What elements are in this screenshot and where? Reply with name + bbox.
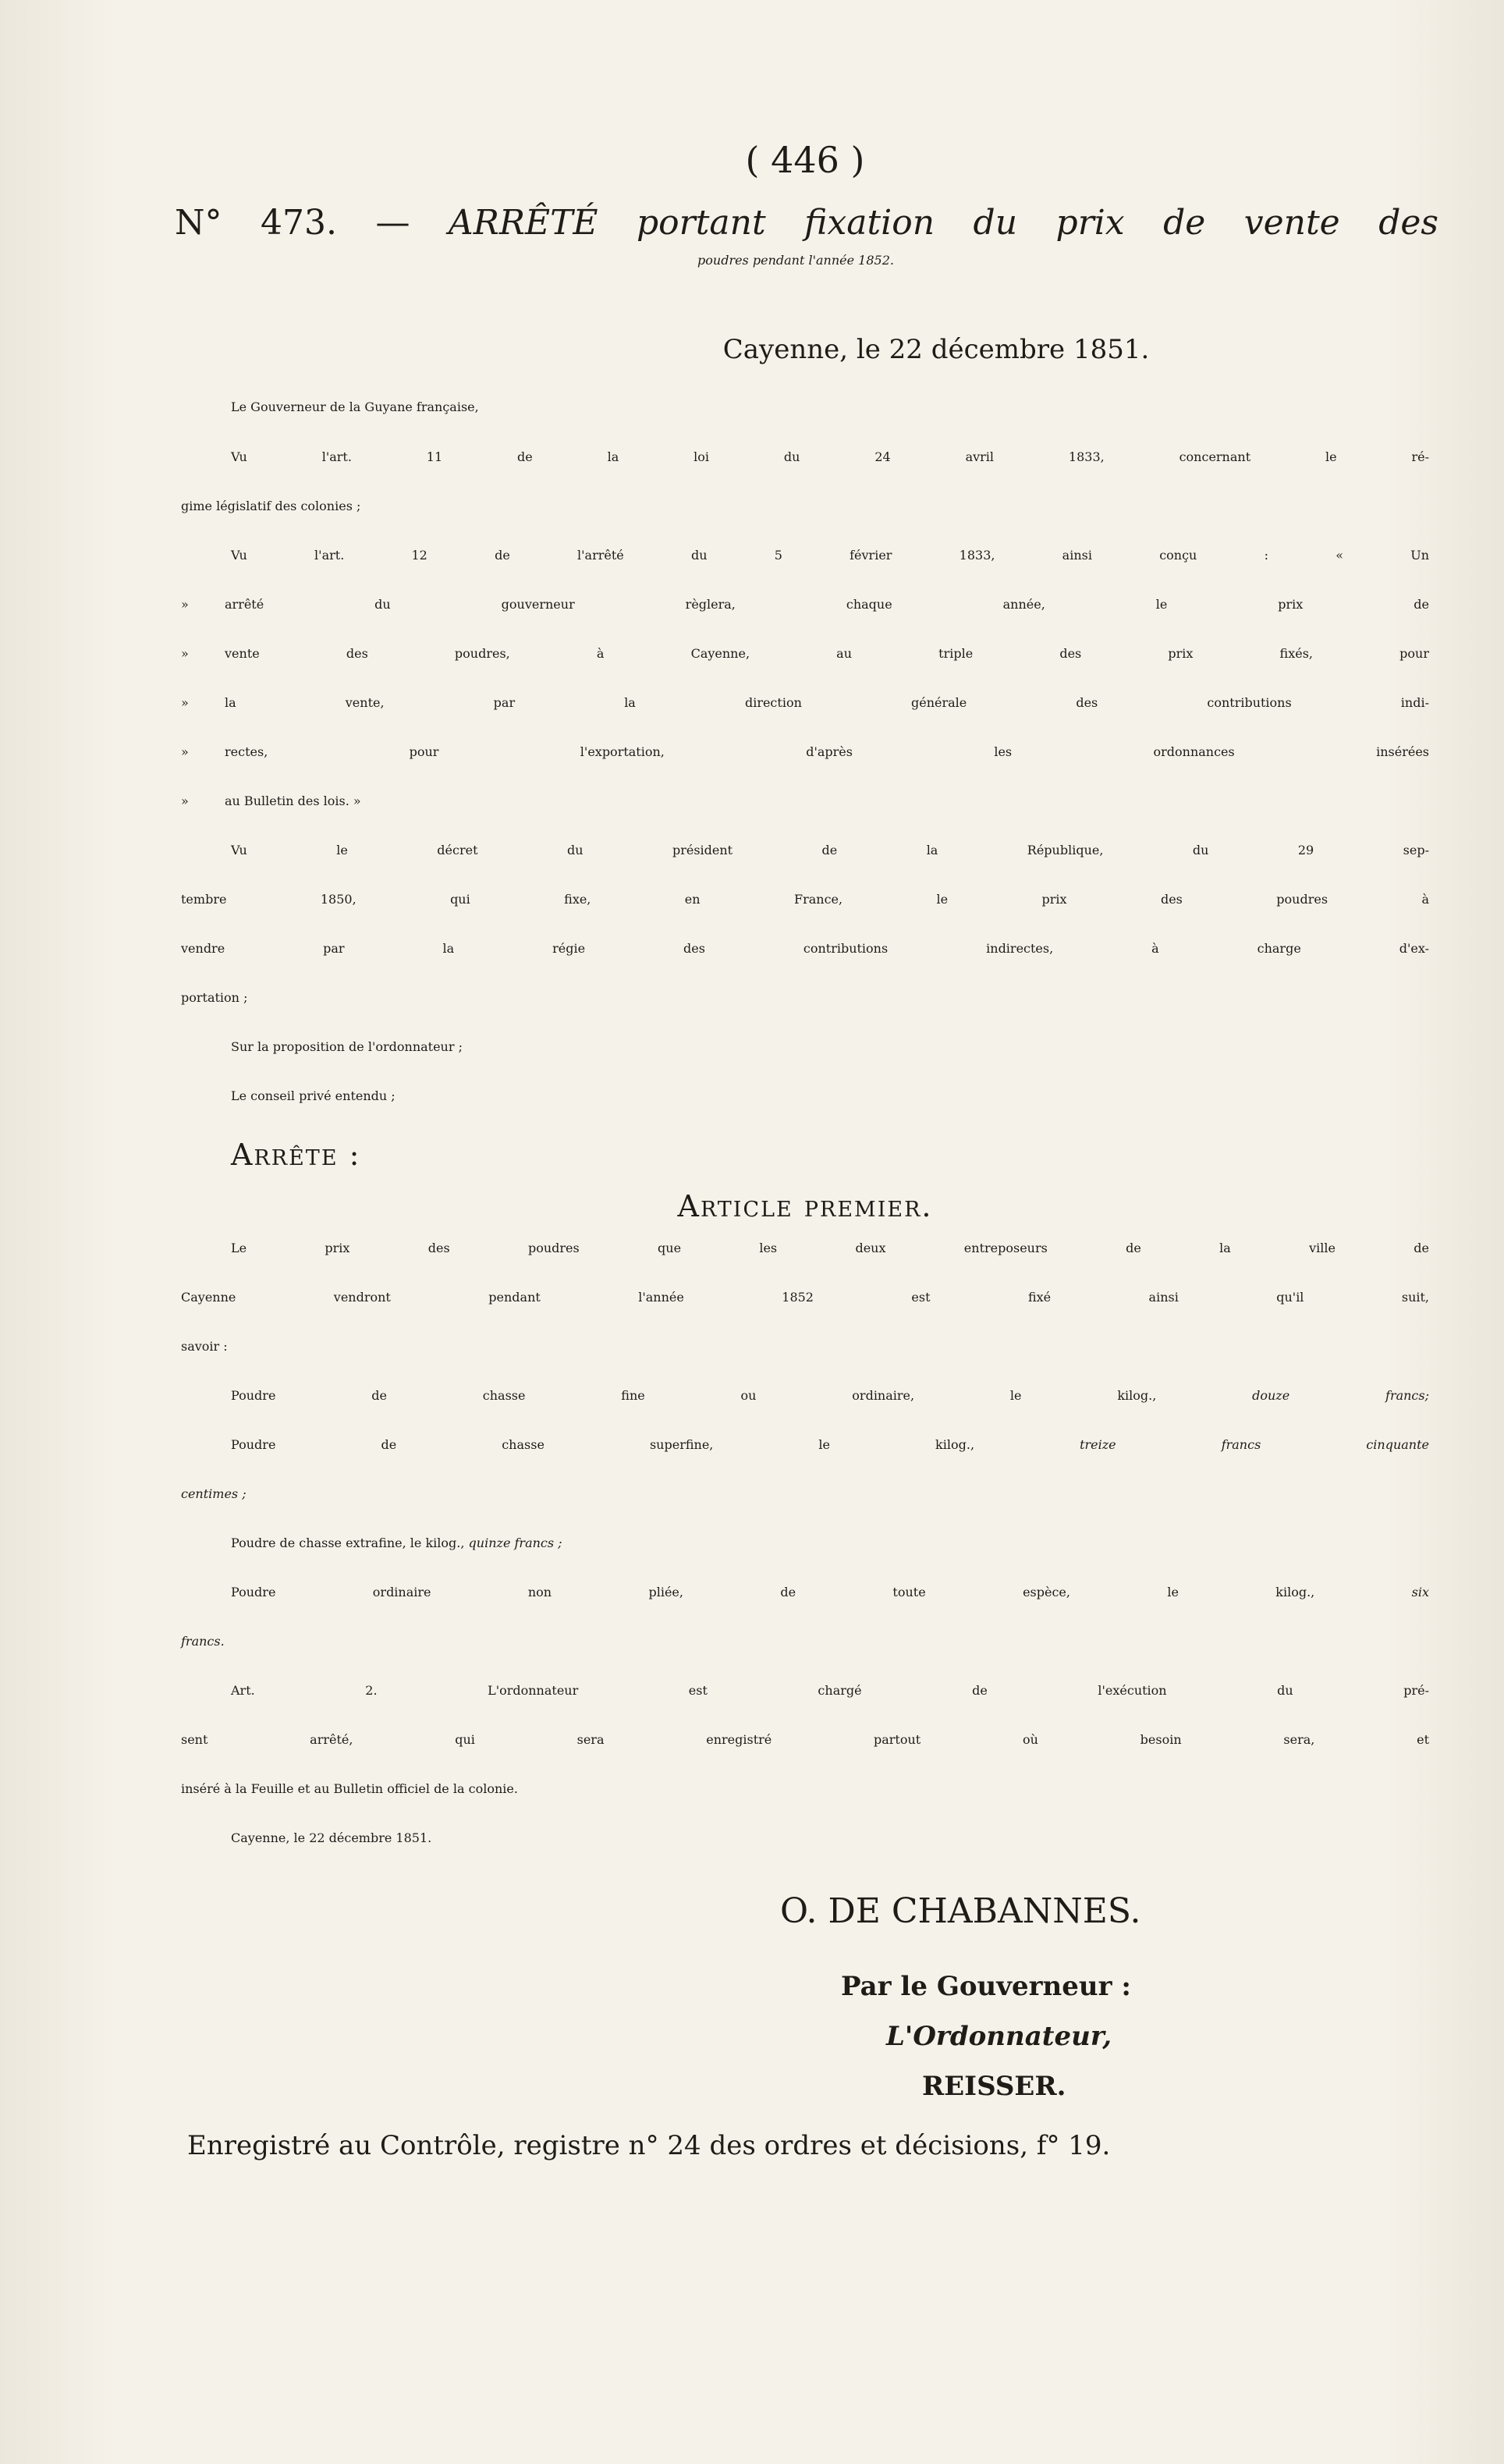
page-number: ( 446 ) [745,139,865,181]
ordonnateur-title: L'Ordonnateur, [886,2021,1112,2052]
p4-line-1: Vu le décret du président de la République, du 29 sep- [231,843,1429,857]
p2-line-2: gime législatif des colonies ; [181,499,361,513]
title-main: ARRÊTÉ portant fixation du prix de vente des [448,203,1438,243]
p2-line-1: Vu l'art. 11 de la loi du 24 avril 1833, concernant le ré- [231,449,1429,464]
closing-date: Cayenne, le 22 décembre 1851. [231,1830,432,1845]
a2-line-2: sent arrêté, qui sera enregistré partout où besoin sera, et [181,1732,1429,1747]
title-number: N° 473. [175,203,337,243]
a1-line-1: Le prix des poudres que les deux entreposeurs de la ville de [231,1241,1429,1255]
item-3: Poudre de chasse extrafine, le kilog., quinze francs ; [231,1536,562,1550]
p3-line-6: » au Bulletin des lois. » [181,794,361,808]
p3-line-4: » la vente, par la direction générale des contributions indi- [181,695,1429,710]
p3-line-5: » rectes, pour l'exportation, d'après les ordonnances insérées [181,744,1429,759]
arrete-label: Arrête : [231,1138,361,1172]
p4-line-4: portation ; [181,990,248,1005]
dateline: Cayenne, le 22 décembre 1851. [722,334,1150,365]
p3-line-2: » arrêté du gouverneur règlera, chaque année, le prix de [181,597,1429,612]
a2-line-1: Art. 2. L'ordonnateur est chargé de l'exécution du pré- [231,1683,1429,1698]
a1-line-2: Cayenne vendront pendant l'année 1852 est fixé ainsi qu'il suit, [181,1290,1429,1305]
p3-line-3: » vente des poudres, à Cayenne, au triple des prix fixés, pour [181,646,1429,661]
reisser-signature: REISSER. [922,2071,1066,2102]
item-2: Poudre de chasse superfine, le kilog., treize francs cinquante [231,1437,1429,1452]
p4-line-2: tembre 1850, qui fixe, en France, le prix des poudres à [181,892,1429,907]
p3-line-1: Vu l'art. 12 de l'arrêté du 5 février 1833, ainsi conçu : « Un [231,548,1429,563]
a1-line-3: savoir : [181,1339,228,1354]
p5: Sur la proposition de l'ordonnateur ; [231,1039,463,1054]
p4-line-3: vendre par la régie des contributions indirectes, à charge d'ex- [181,941,1429,956]
title-line-1 [175,203,1438,243]
p6: Le conseil privé entendu ; [231,1088,396,1103]
title-dash: — [375,203,410,243]
signature: O. DE CHABANNES. [780,1891,1141,1931]
item-4-cont: francs. [181,1634,225,1649]
paragraph-gouverneur: Le Gouverneur de la Guyane française, [231,399,479,414]
article-premier-heading: Article premier. [677,1189,933,1223]
item-1: Poudre de chasse fine ou ordinaire, le kilog., douze francs; [231,1388,1429,1403]
item-2-cont: centimes ; [181,1486,247,1501]
item-4: Poudre ordinaire non pliée, de toute espèce, le kilog., six [231,1585,1429,1599]
footer-note: Enregistré au Contrôle, registre n° 24 des ordres et décisions, f° 19. [187,2130,1111,2161]
title-line-2: poudres pendant l'année 1852. [697,253,894,268]
a2-line-3: inséré à la Feuille et au Bulletin officiel de la colonie. [181,1781,518,1796]
par-le-gouverneur: Par le Gouverneur : [841,1971,1131,2002]
